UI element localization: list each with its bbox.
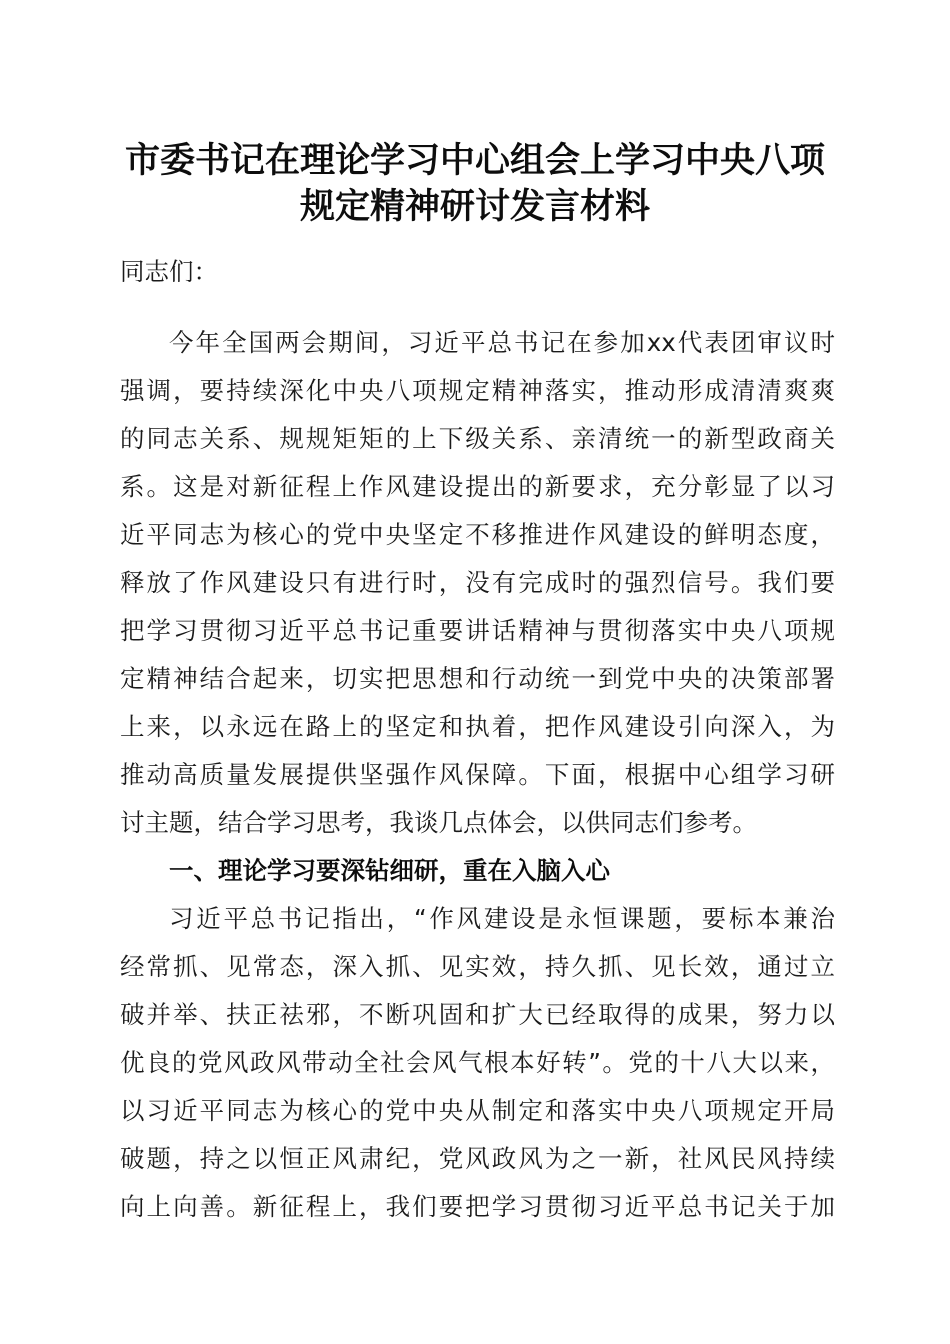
paragraph-1-line: 把学习贯彻习近平总书记重要讲话精神与贯彻落实中央八项规 (120, 616, 835, 645)
paragraph-1-line: 今年全国两会期间，习近平总书记在参加xx代表团审议时 (169, 328, 835, 357)
paragraph-2-line: 优良的党风政风带动全社会风气根本好转”。党的十八大以来， (120, 1048, 835, 1077)
paragraph-1-line: 上来，以永远在路上的坚定和执着，把作风建设引向深入，为 (120, 712, 835, 741)
paragraph-1-line: 定精神结合起来，切实把思想和行动统一到党中央的决策部署 (120, 664, 835, 693)
paragraph-1-line: 的同志关系、规规矩矩的上下级关系、亲清统一的新型政商关 (120, 424, 835, 453)
paragraph-2-line: 向上向善。新征程上，我们要把学习贯彻习近平总书记关于加 (120, 1192, 835, 1221)
paragraph-2-line: 破并举、扶正祛邪，不断巩固和扩大已经取得的成果，努力以 (120, 1000, 835, 1029)
section-1-heading: 一、理论学习要深钻细研，重在入脑入心 (169, 856, 610, 885)
paragraph-1-line: 讨主题，结合学习思考，我谈几点体会，以供同志们参考。 (120, 808, 757, 837)
paragraph-2-line: 破题，持之以恒正风肃纪，党风政风为之一新，社风民风持续 (120, 1144, 835, 1173)
paragraph-1-line: 系。这是对新征程上作风建设提出的新要求，充分彰显了以习 (120, 472, 835, 501)
document-title-line-1: 市委书记在理论学习中心组会上学习中央八项 (124, 140, 825, 181)
paragraph-1-line: 推动高质量发展提供坚强作风保障。下面，根据中心组学习研 (120, 760, 835, 789)
paragraph-2-line: 经常抓、见常态，深入抓、见实效，持久抓、见长效，通过立 (120, 952, 835, 981)
document-title-line-2: 规定精神研讨发言材料 (299, 186, 650, 227)
paragraph-1-line: 近平同志为核心的党中央坚定不移推进作风建设的鲜明态度， (120, 520, 835, 549)
paragraph-1-line: 释放了作风建设只有进行时，没有完成时的强烈信号。我们要 (120, 568, 835, 597)
salutation: 同志们： (120, 257, 218, 286)
paragraph-2-line: 习近平总书记指出，“作风建设是永恒课题，要标本兼治 (169, 904, 835, 933)
paragraph-2-line: 以习近平同志为核心的党中央从制定和落实中央八项规定开局 (120, 1096, 835, 1125)
paragraph-1-line: 强调，要持续深化中央八项规定精神落实，推动形成清清爽爽 (120, 376, 835, 405)
